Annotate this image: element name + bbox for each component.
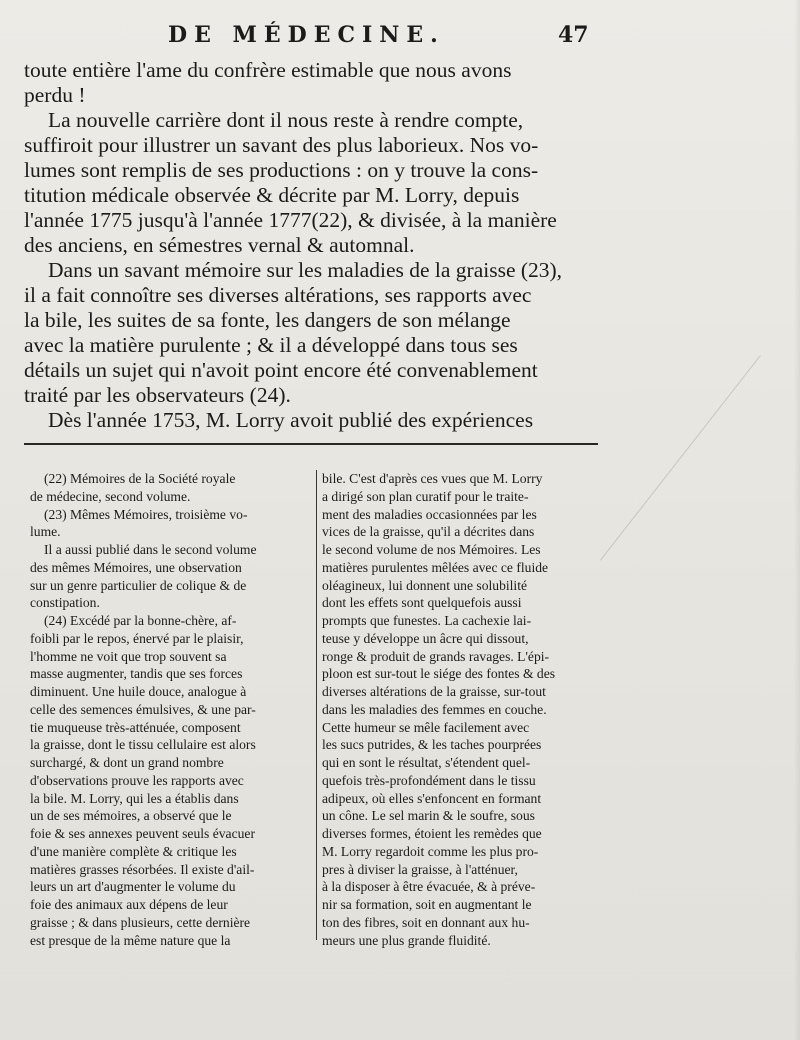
footnote-line: foibli par le repos, énervé par le plaisir, — [30, 630, 244, 646]
page-header — [0, 22, 800, 52]
footnote-line: graisse ; & dans plusieurs, cette dernière — [30, 914, 251, 930]
main-text-line: traité par les observateurs (24). — [24, 383, 291, 407]
footnote-line: (24) Excédé par la bonne-chère, af- — [44, 613, 237, 628]
main-text-line: toute entière l'ame du confrère estimable que nous avons — [24, 58, 512, 82]
footnote-line: à la disposer à être évacuée, & à préve- — [322, 879, 536, 895]
main-text-line: Dès l'année 1753, M. Lorry avoit publié des expériences — [48, 408, 534, 432]
footnote-line: sur un genre particulier de colique & de — [30, 577, 247, 593]
footnote-line: lume. — [30, 524, 61, 540]
footnote-line: surchargé, & dont un grand nombre — [30, 755, 224, 770]
footnote-line: Il a aussi publié dans le second volume — [44, 542, 257, 557]
main-text-line: lumes sont remplis de ses productions : on y trouve la cons- — [24, 158, 539, 182]
footnote-line: celle des semences émulsives, & une par- — [30, 701, 256, 717]
footnote-line: Cette humeur se mêle facilement avec — [322, 719, 530, 735]
footnote-line: matières grasses résorbées. Il existe d'ail- — [30, 861, 255, 877]
footnote-line: matières purulentes mêlées avec ce fluide — [322, 559, 549, 575]
footnote-line: l'homme ne voit que trop souvent sa — [30, 648, 227, 664]
main-text-line: détails un sujet qui n'avoit point encore été convenablement — [24, 358, 538, 382]
footnote-line: est presque de la même nature que la — [30, 932, 231, 948]
footnote-line: dans les maladies des femmes en couche. — [322, 701, 547, 717]
paper-edge-shadow — [794, 0, 800, 1040]
main-text-line: la bile, les suites de sa fonte, les dangers de son mélange — [24, 308, 511, 332]
running-title: DE MÉDECINE. — [168, 22, 445, 48]
main-text-line: La nouvelle carrière dont il nous reste à rendre compte, — [48, 108, 524, 132]
paper-crease — [600, 355, 761, 560]
footnote-line: (22) Mémoires de la Société royale — [44, 471, 236, 486]
footnote-line: diverses formes, étoient les remèdes que — [322, 826, 542, 841]
footnote-line: (23) Mêmes Mémoires, troisième vo- — [44, 506, 248, 522]
footnote-column-divider — [316, 470, 317, 940]
main-text-line: l'année 1775 jusqu'à l'année 1777(22), & divisée, à la manière — [24, 208, 557, 232]
footnote-line: un de ses mémoires, a observé que le — [30, 808, 232, 824]
footnotes-left-column — [30, 470, 310, 949]
footnote-line: foie & ses annexes peuvent seuls évacuer — [30, 826, 255, 841]
footnote-line: un cône. Le sel marin & le soufre, sous — [322, 808, 535, 824]
footnote-line: tie muqueuse très-atténuée, composent — [30, 719, 241, 735]
main-text-block — [24, 58, 598, 433]
footnote-line: la graisse, dont le tissu cellulaire est alors — [30, 737, 256, 753]
main-text-line: il a fait connoître ses diverses altérations, ses rapports avec — [24, 283, 532, 307]
main-text-line: avec la matière purulente ; & il a développé dans tous ses — [24, 333, 518, 357]
footnote-line: oléagineux, lui donnent une solubilité — [322, 577, 528, 593]
footnote-line: ment des maladies occasionnées par les — [322, 506, 537, 522]
footnote-line: leurs un art d'augmenter le volume du — [30, 879, 236, 895]
footnote-line: diverses altérations de la graisse, sur-tout — [322, 684, 546, 699]
footnote-line: constipation. — [30, 595, 100, 611]
footnote-line: masse augmenter, tandis que ses forces — [30, 666, 243, 682]
footnote-line: vices de la graisse, qu'il a décrites dans — [322, 524, 535, 540]
footnote-line: des mêmes Mémoires, une observation — [30, 559, 242, 575]
footnote-line: meurs une plus grande fluidité. — [322, 932, 491, 948]
footnotes-right-column — [322, 470, 598, 949]
footnote-line: teuse y développe un âcre qui dissout, — [322, 630, 529, 646]
footnote-line: diminuent. Une huile douce, analogue à — [30, 684, 247, 699]
footnote-line: de médecine, second volume. — [30, 488, 191, 504]
footnote-line: le second volume de nos Mémoires. Les — [322, 542, 541, 557]
main-text-line: des anciens, en sémestres vernal & automnal. — [24, 233, 415, 257]
footnote-line: dont les effets sont quelquefois aussi — [322, 595, 522, 611]
main-text-line: titution médicale observée & décrite par M. Lorry, depuis — [24, 183, 520, 207]
main-text-line: perdu ! — [24, 83, 86, 107]
footnote-line: foie des animaux aux dépens de leur — [30, 897, 228, 912]
footnote-line: prompts que funestes. La cachexie lai- — [322, 613, 532, 628]
footnote-line: la bile. M. Lorry, qui les a établis dans — [30, 790, 239, 806]
footnote-line: ton des fibres, soit en donnant aux hu- — [322, 914, 530, 930]
footnote-line: bile. C'est d'après ces vues que M. Lorry — [322, 471, 543, 486]
footnote-line: nir sa formation, soit en augmentant le — [322, 897, 532, 912]
footnote-line: d'observations prouve les rapports avec — [30, 772, 244, 788]
footnote-separator-rule — [24, 443, 598, 445]
footnote-line: adipeux, où elles s'enfoncent en formant — [322, 790, 542, 806]
main-text-line: suffiroit pour illustrer un savant des plus laborieux. Nos vo- — [24, 133, 539, 157]
footnote-line: qui en sont le résultat, s'étendent quel- — [322, 755, 531, 770]
footnote-line: quefois très-profondément dans le tissu — [322, 772, 536, 788]
footnote-line: les sucs putrides, & les taches pourprées — [322, 737, 542, 753]
footnote-line: ploon est sur-tout le siége des fontes & des — [322, 666, 556, 682]
page-number: 47 — [558, 22, 589, 48]
footnote-line: ronge & produit de grands ravages. L'épi- — [322, 648, 550, 664]
footnote-line: d'une manière complète & critique les — [30, 843, 237, 859]
footnote-line: a dirigé son plan curatif pour le traite- — [322, 488, 529, 504]
footnote-line: M. Lorry regardoit comme les plus pro- — [322, 843, 539, 859]
footnote-line: pres à diviser la graisse, à l'atténuer, — [322, 861, 518, 877]
main-text-line: Dans un savant mémoire sur les maladies de la graisse (23), — [48, 258, 563, 282]
